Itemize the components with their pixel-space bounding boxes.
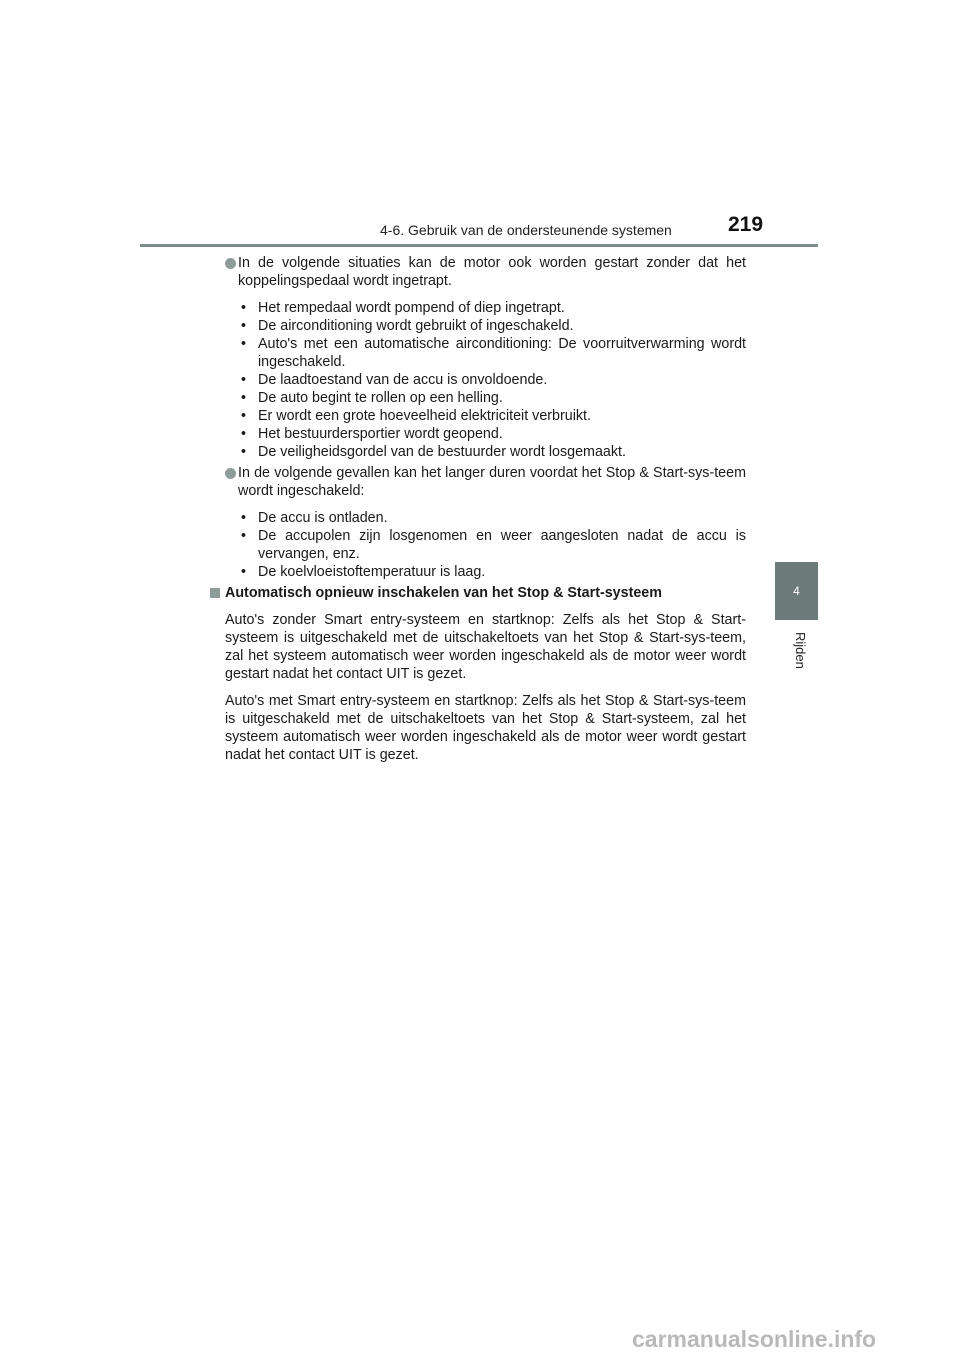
bullet-dot-icon: • — [241, 372, 247, 388]
bullet-dot-icon: • — [241, 408, 247, 424]
bullet-paragraph-text: In de volgende gevallen kan het langer duren voordat het Stop & Start-sys-teem wordt ingeschakeld: — [238, 465, 746, 499]
watermark: carmanualsonline.info — [632, 1326, 877, 1352]
list-item: • De accupolen zijn losgenomen en weer aangesloten nadat de accu is vervangen, enz. — [241, 528, 746, 562]
bullet-dot-icon: • — [241, 426, 247, 442]
list-item: • Het rempedaal wordt pompend of diep ingetrapt. — [241, 300, 565, 316]
list-item: • Het bestuurdersportier wordt geopend. — [241, 426, 503, 442]
sub-list-2 — [210, 509, 746, 581]
list-item: • Auto's met een automatische airconditioning: De voorruitverwarming wordt ingeschakeld. — [241, 336, 746, 370]
page-number: 219 — [728, 213, 764, 236]
section-paragraph-1: Auto's zonder Smart entry-systeem en startknop: Zelfs als het Stop & Start-systeem is uitgeschakeld met de uitschakeltoets van het Stop & Start-sys-teem, zal het systeem automatisch weer worden ingeschakeld als de motor weer wordt gestart nadat het contact UIT is gezet. — [225, 612, 746, 682]
main-content — [210, 254, 746, 764]
chapter-tab[interactable] — [775, 562, 818, 620]
bullet-paragraph-text: In de volgende situaties kan de motor ook worden gestart zonder dat het koppelingspedaal wordt ingetrapt. — [238, 255, 746, 289]
bullet-dot-icon: • — [241, 300, 247, 316]
chapter-tab-label: Rijden — [793, 632, 808, 669]
bullet-dot-icon: • — [241, 318, 247, 334]
list-item: • De veiligheidsgordel van de bestuurder wordt losgemaakt. — [241, 444, 626, 460]
bullet-dot-icon: • — [241, 444, 247, 460]
list-item: • De accu is ontladen. — [241, 510, 388, 526]
section-heading: Automatisch opnieuw inschakelen van het Stop & Start-systeem — [210, 584, 746, 602]
section-paragraph-2: Auto's met Smart entry-systeem en startknop: Zelfs als het Stop & Start-sys-teem is uitgeschakeld met de uitschakeltoets van het Stop & Start-systeem, zal het systeem automatisch weer worden ingeschakeld als de motor weer wordt gestart nadat het contact UIT is gezet. — [225, 693, 746, 763]
square-bullet-icon — [210, 588, 220, 598]
bullet-dot-icon: • — [241, 390, 247, 406]
circle-bullet-icon — [225, 468, 236, 479]
bullet-paragraph-1 — [210, 254, 746, 290]
chapter-tab-number: 4 — [793, 584, 800, 598]
bullet-dot-icon: • — [241, 510, 247, 526]
list-item: • De airconditioning wordt gebruikt of ingeschakeld. — [241, 318, 574, 334]
sub-list-1 — [210, 299, 746, 461]
chapter-header-title: 4-6. Gebruik van de ondersteunende systemen — [380, 222, 672, 238]
list-item: • Er wordt een grote hoeveelheid elektriciteit verbruikt. — [241, 408, 591, 424]
bullet-paragraph-2 — [210, 464, 746, 500]
list-item: • De laadtoestand van de accu is onvoldoende. — [241, 372, 548, 388]
header-divider — [140, 244, 818, 247]
list-item: • De auto begint te rollen op een helling. — [241, 390, 503, 406]
bullet-dot-icon: • — [241, 564, 247, 580]
bullet-dot-icon: • — [241, 528, 247, 544]
bullet-dot-icon: • — [241, 336, 247, 352]
list-item: • De koelvloeistoftemperatuur is laag. — [241, 564, 486, 580]
circle-bullet-icon — [225, 258, 236, 269]
